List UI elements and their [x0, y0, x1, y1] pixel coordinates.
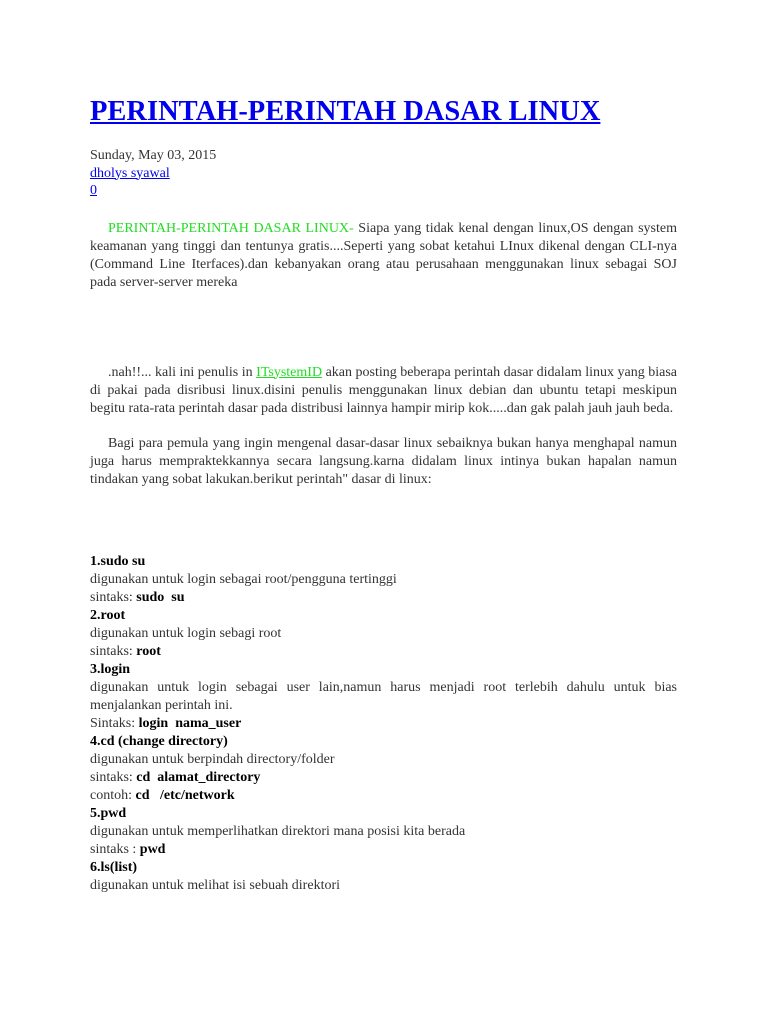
example-value: cd /etc/network [135, 787, 235, 803]
third-paragraph: Bagi para pemula yang ingin mengenal dasar-dasar linux sebaiknya bukan hanya menghapal namun juga harus mempraktekkannya secara langsung.karna didalam linux intinya bukan hapalan namun tindakan yang sobat lakukan.berikut perintah" dasar di linux: [90, 435, 677, 487]
author-link[interactable]: dholys syawal [90, 165, 170, 181]
command-syntax [90, 841, 677, 859]
comments-count-link[interactable]: 0 [90, 183, 97, 198]
post-title[interactable]: PERINTAH-PERINTAH DASAR LINUX [90, 96, 601, 127]
intro-text: Siapa yang tidak kenal dengan linux,OS dengan system keamanan yang tinggi dan tentunya gratis....Seperti yang sobat ketahui LInux dikenal dengan CLI-nya (Command Line Iterfaces).dan kebanyakan orang atau perusahaan menggunakan linux sebagai SOJ pada server-server mereka [90, 220, 677, 290]
command-syntax [90, 715, 677, 733]
command-description: digunakan untuk login sebagai root/pengguna tertinggi [90, 571, 397, 587]
second-paragraph [90, 364, 677, 418]
syntax-label: sintaks: [90, 643, 137, 659]
command-description: digunakan untuk login sebagi root [90, 625, 282, 641]
second-text-before: .nah!!... kali ini penulis in [108, 364, 257, 380]
blog-post [90, 92, 677, 895]
command-heading: 5.pwd [90, 805, 127, 821]
syntax-value: login nama_user [138, 715, 242, 731]
command-heading: 4.cd (change directory) [90, 733, 228, 749]
intro-highlight: PERINTAH-PERINTAH DASAR LINUX- [108, 220, 354, 236]
second-text-after: akan posting beberapa perintah dasar didalam linux yang biasa di pakai pada disribusi linux.disini penulis menggunakan linux debian dan ubuntu tetapi meskipun begitu rata-rata perintah dasar pada distribusi lainnya hampir mirip kok.....dan gak palah jauh jauh beda. [90, 364, 677, 416]
syntax-value: pwd [139, 841, 166, 857]
command-syntax [90, 643, 677, 661]
post-meta [90, 147, 677, 200]
command-heading: 2.root [90, 607, 126, 623]
command-description: digunakan untuk login sebagai user lain,namun harus menjadi root terlebih dahulu untuk bias menjalankan perintah ini. [90, 679, 677, 713]
command-heading: 3.login [90, 661, 131, 677]
command-description: digunakan untuk memperlihatkan direktori mana posisi kita berada [90, 823, 466, 839]
command-description: digunakan untuk melihat isi sebuah direktori [90, 877, 341, 893]
intro-paragraph [90, 220, 677, 292]
syntax-value: root [136, 643, 161, 659]
itsystemid-link[interactable]: ITsystemID [256, 364, 323, 380]
command-heading: 1.sudo su [90, 553, 146, 569]
command-description: digunakan untuk berpindah directory/folder [90, 751, 335, 767]
syntax-value: sudo su [136, 589, 185, 605]
command-syntax [90, 589, 677, 607]
command-example [90, 787, 677, 805]
command-syntax [90, 769, 677, 787]
syntax-value: cd alamat_directory [136, 769, 261, 785]
syntax-label: sintaks: [90, 589, 137, 605]
command-list [90, 553, 677, 895]
post-date: Sunday, May 03, 2015 [90, 148, 217, 163]
command-heading: 6.ls(list) [90, 859, 138, 875]
syntax-label: sintaks: [90, 769, 137, 785]
example-label: contoh: [90, 787, 136, 803]
syntax-label: Sintaks: [90, 715, 139, 731]
syntax-label: sintaks : [90, 841, 140, 857]
